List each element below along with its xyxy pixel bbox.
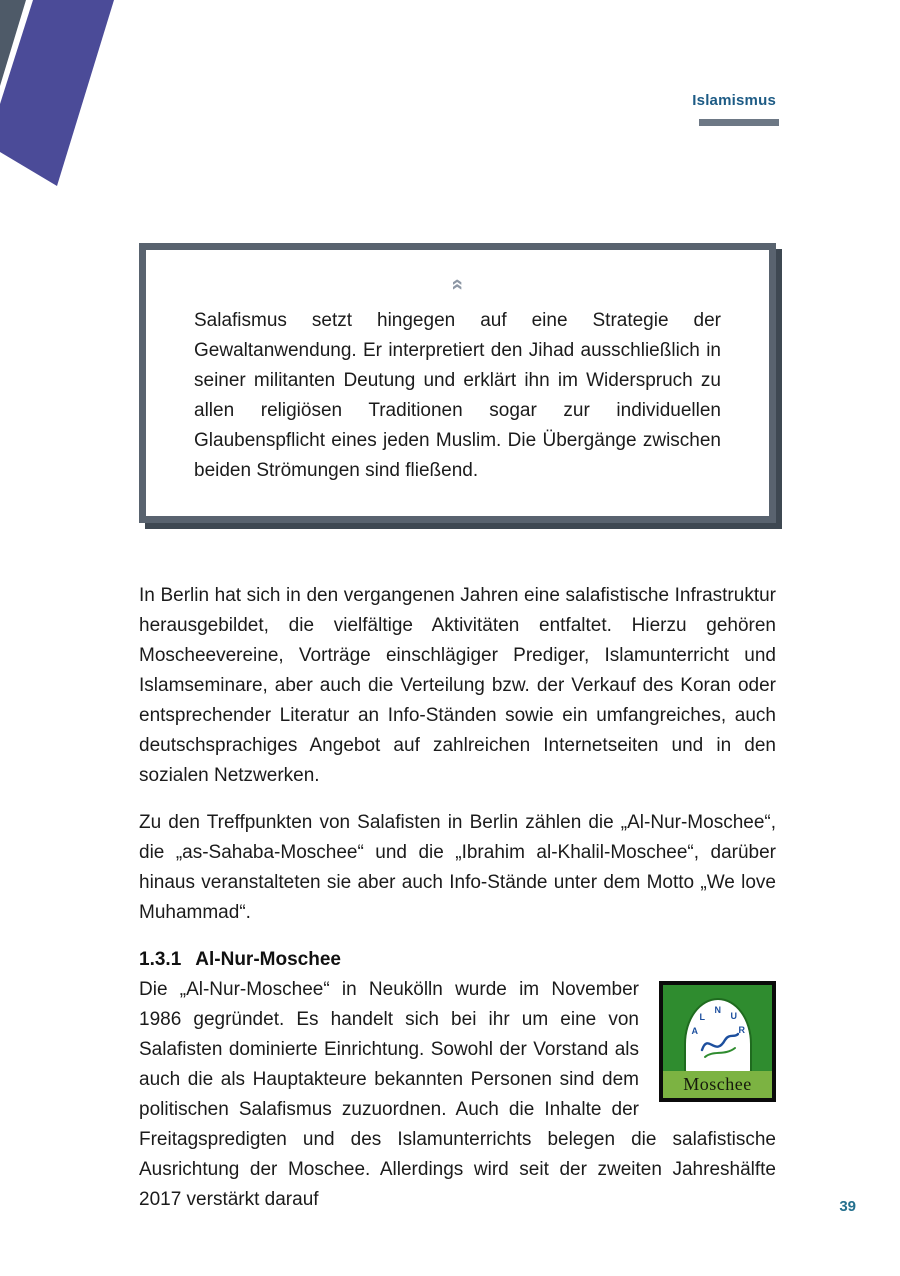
alnur-mosque-logo <box>659 981 776 1102</box>
page-number: 39 <box>839 1198 856 1215</box>
section-title: Al-Nur-Moschee <box>195 949 341 970</box>
quote-icon-wrap <box>194 274 721 300</box>
corner-decoration <box>0 0 125 190</box>
logo-caption: Moschee <box>663 1071 772 1098</box>
logo-letter: A <box>691 1026 698 1036</box>
text-column <box>139 243 776 1232</box>
paragraph-infrastructure: In Berlin hat sich in den vergangenen Jahren eine salafistische Infrastruktur herausgebildet, die vielfältige Aktivitäten entfaltet. Hierzu gehören Moscheevereine, Vorträge einschlägiger Prediger, Islamunterricht und Islamseminare, aber auch die Verteilung bzw. der Verkauf des Koran oder entsprechender Literatur an Info-Ständen sowie ein umfangreiches, auch deutschsprachiges Angebot auf zahlreichen Internetseiten und in den sozialen Netzwerken. <box>139 585 776 786</box>
paragraph-with-logo-block <box>139 975 776 1215</box>
arabic-calligraphy-icon <box>699 1028 741 1062</box>
logo-green-panel <box>663 985 772 1071</box>
logo-letter: U <box>730 1011 737 1021</box>
logo-letter: N <box>714 1005 721 1015</box>
section-number: 1.3.1 <box>139 949 182 970</box>
double-chevron-up-icon: « <box>446 278 469 291</box>
paragraph-alnur-moschee: Die „Al-Nur-Moschee“ in Neukölln wurde im November 1986 gegründet. Es handelt sich bei ihr um eine von Salafisten dominierte Einrichtung. Sowohl der Vorstand als auch die als Hauptakteure bekannten Personen sind dem politischen Salafismus zuzuordnen. Auch die Inhalte der Freitagspredigten und des Islamunterrichts belegen die salafistische Ausrichtung der Moschee. Allerdings wird seit der zweiten Jahreshälfte 2017 verstärkt darauf <box>139 979 776 1210</box>
running-header-label: Islamismus <box>692 92 776 109</box>
logo-letter: L <box>699 1012 705 1022</box>
header-rule <box>699 119 779 126</box>
quote-box <box>139 243 776 523</box>
logo-letter: R <box>738 1025 745 1035</box>
paragraph-meeting-points: Zu den Treffpunkten von Salafisten in Berlin zählen die „Al-Nur-Moschee“, die „as-Sahaba-Moschee“ und die „Ibrahim al-Khalil-Moschee“, darüber hinaus veranstalteten sie aber auch Info-Stände unter dem Motto „We love Muhammad“. <box>139 812 776 923</box>
mosque-dome-icon <box>684 998 752 1071</box>
running-header <box>692 92 776 126</box>
section-heading <box>139 945 776 975</box>
quote-text: Salafismus setzt hingegen auf eine Strategie der Gewaltanwendung. Er interpretiert den Jihad ausschließlich in seiner militanten Deutung und erklärt ihn im Widerspruch zu allen religiösen Traditionen sogar zur individuellen Glaubenspflicht eines jeden Muslim. Die Übergänge zwischen beiden Strömungen sind fließend. <box>194 310 721 481</box>
